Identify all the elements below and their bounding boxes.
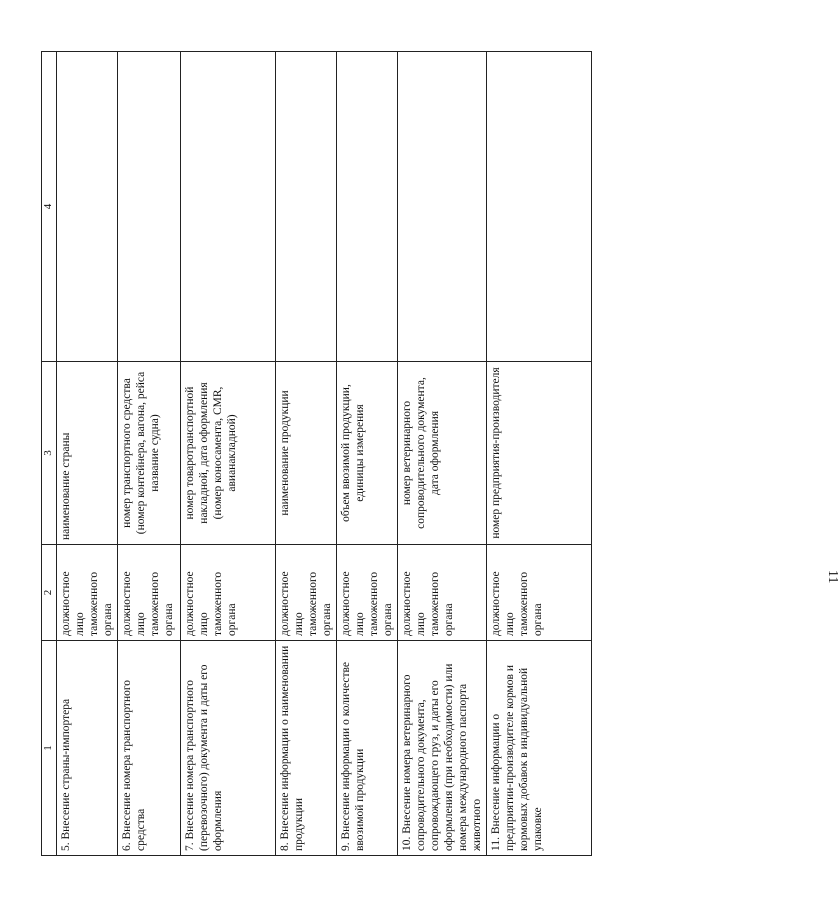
action-cell: 9. Внесение информации о количестве ввозимой продукции bbox=[337, 641, 398, 856]
executor-cell: должностное лицо таможенного органа bbox=[487, 545, 592, 641]
column-number-2: 2 bbox=[42, 545, 57, 641]
executor-cell: должностное лицо таможенного органа bbox=[276, 545, 337, 641]
page-number: 11 bbox=[825, 570, 840, 584]
data-cell: наименование продукции bbox=[276, 362, 337, 545]
action-cell: 7. Внесение номера транспортного (перевозочного) документа и даты его оформления bbox=[181, 641, 276, 856]
note-cell bbox=[337, 52, 398, 362]
rotated-page-content bbox=[41, 52, 592, 856]
action-cell: 8. Внесение информации о наименовании продукции bbox=[276, 641, 337, 856]
action-cell: 5. Внесение страны-импортера bbox=[57, 641, 118, 856]
note-cell bbox=[118, 52, 181, 362]
executor-cell: должностное лицо таможенного органа bbox=[57, 545, 118, 641]
data-cell: номер предприятия-производителя bbox=[487, 362, 592, 545]
data-cell: номер ветеринарного сопроводительного документа, дата оформления bbox=[398, 362, 487, 545]
data-cell: объем ввозимой продукции, единицы измерения bbox=[337, 362, 398, 545]
action-cell: 6. Внесение номера транспортного средства bbox=[118, 641, 181, 856]
data-cell: наименование страны bbox=[57, 362, 118, 545]
executor-cell: должностное лицо таможенного органа bbox=[181, 545, 276, 641]
note-cell bbox=[276, 52, 337, 362]
action-cell: 10. Внесение номера ветеринарного сопроводительного документа, сопровождающего груз, и даты его оформления (при необходимости) или номера международного паспорта животного bbox=[398, 641, 487, 856]
table-row bbox=[398, 52, 487, 856]
action-cell: 11. Внесение информации о предприятии-производителе кормов и кормовых добавок в индивидуальной упаковке bbox=[487, 641, 592, 856]
table-row bbox=[337, 52, 398, 856]
table-row bbox=[276, 52, 337, 856]
table-row bbox=[487, 52, 592, 856]
table-row bbox=[181, 52, 276, 856]
executor-cell: должностное лицо таможенного органа bbox=[398, 545, 487, 641]
table-row bbox=[57, 52, 118, 856]
column-number-row bbox=[42, 52, 57, 856]
column-number-3: 3 bbox=[42, 362, 57, 545]
note-cell bbox=[487, 52, 592, 362]
executor-cell: должностное лицо таможенного органа bbox=[118, 545, 181, 641]
column-number-4: 4 bbox=[42, 52, 57, 362]
executor-cell: должностное лицо таможенного органа bbox=[337, 545, 398, 641]
table-row bbox=[118, 52, 181, 856]
data-cell: номер товаротранспортной накладной, дата оформления (номер коносамента, CMR, авианакладной) bbox=[181, 362, 276, 545]
note-cell bbox=[57, 52, 118, 362]
note-cell bbox=[181, 52, 276, 362]
column-number-1: 1 bbox=[42, 641, 57, 856]
note-cell bbox=[398, 52, 487, 362]
data-cell: номер транспортного средства (номер контейнера, вагона, рейса название судна) bbox=[118, 362, 181, 545]
procedure-table bbox=[41, 51, 592, 856]
